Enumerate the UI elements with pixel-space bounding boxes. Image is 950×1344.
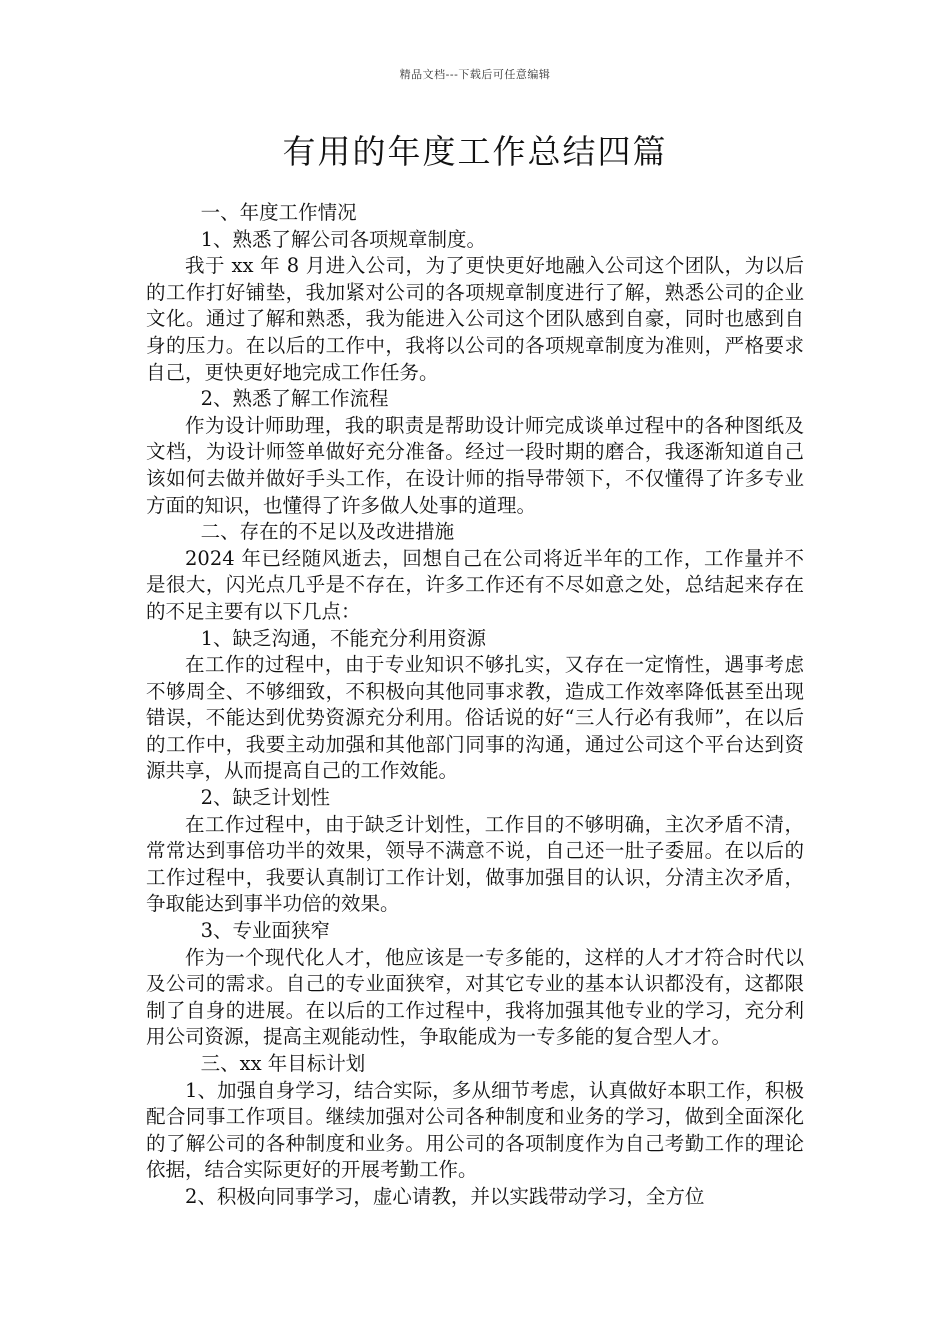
subsection-heading: 2、缺乏计划性 — [200, 786, 331, 810]
subsection-heading: 1、缺乏沟通，不能充分利用资源 — [200, 626, 487, 650]
body-paragraph: 在工作的过程中，由于专业知识不够扎实，又存在一定惰性，遇事考虑不够周全、不够细致，不积极向其他同事求教，造成工作效率降低甚至出现错误，不能达到优势资源充分利用。俗话说的好“三人行必有我师”，在以后的工作中，我要主动加强和其他部门同事的沟通，通过公司这个平台达到资源共享，从而提高自己的工作效能。 — [146, 653, 804, 783]
body-paragraph: 2、积极向同事学习，虚心请教，并以实践带动学习，全方位 — [185, 1184, 705, 1208]
subsection-heading: 3、专业面狭窄 — [200, 919, 331, 943]
document-title: 有用的年度工作总结四篇 — [282, 132, 668, 171]
body-paragraph: 1、加强自身学习，结合实际，多从细节考虑，认真做好本职工作，积极配合同事工作项目。继续加强对公司各种制度和业务的学习，做到全面深化的了解公司的各种制度和业务。用公司的各项制度作为自己考勤工作的理论依据，结合实际更好的开展考勤工作。 — [146, 1078, 804, 1182]
subsection-heading: 1、熟悉了解公司各项规章制度。 — [200, 227, 487, 251]
section-heading: 一、年度工作情况 — [200, 201, 357, 224]
body-paragraph: 在工作过程中，由于缺乏计划性，工作目的不够明确，主次矛盾不清，常常达到事倍功半的效果，领导不满意不说，自己还一肚子委屈。在以后的工作过程中，我要认真制订工作计划，做事加强目的认识，分清主次矛盾，争取能达到事半功倍的效果。 — [146, 812, 804, 916]
section-heading: 三、xx 年目标计划 — [200, 1052, 366, 1075]
header-note: 精品文档---下载后可任意编辑 — [399, 68, 551, 81]
section-heading: 二、存在的不足以及改进措施 — [200, 520, 455, 544]
body-paragraph: 我于 xx 年 8 月进入公司，为了更快更好地融入公司这个团队，为以后的工作打好铺垫，我加紧对公司的各项规章制度进行了解，熟悉公司的企业文化。通过了解和熟悉，我为能进入公司这个团队感到自豪，同时也感到自身的压力。在以后的工作中，我将以公司的各项规章制度为准则，严格要求自己，更快更好地完成工作任务。 — [146, 254, 804, 384]
subsection-heading: 2、熟悉了解工作流程 — [200, 387, 389, 411]
body-paragraph: 2024 年已经随风逝去，回想自己在公司将近半年的工作，工作量并不是很大，闪光点几乎是不存在，许多工作还有不尽如意之处，总结起来存在的不足主要有以下几点： — [146, 546, 804, 623]
body-paragraph: 作为一个现代化人才，他应该是一专多能的，这样的人才才符合时代以及公司的需求。自己的专业面狭窄，对其它专业的基本认识都没有，这都限制了自身的进展。在以后的工作过程中，我将加强其他专业的学习，充分利用公司资源，提高主观能动性，争取能成为一专多能的复合型人才。 — [146, 945, 804, 1049]
body-paragraph: 作为设计师助理，我的职责是帮助设计师完成谈单过程中的各种图纸及文档，为设计师签单做好充分准备。经过一段时期的磨合，我逐渐知道自己该如何去做并做好手头工作，在设计师的指导带领下，不仅懂得了许多专业方面的知识，也懂得了许多做人处事的道理。 — [146, 413, 804, 517]
document-body — [146, 200, 804, 1211]
